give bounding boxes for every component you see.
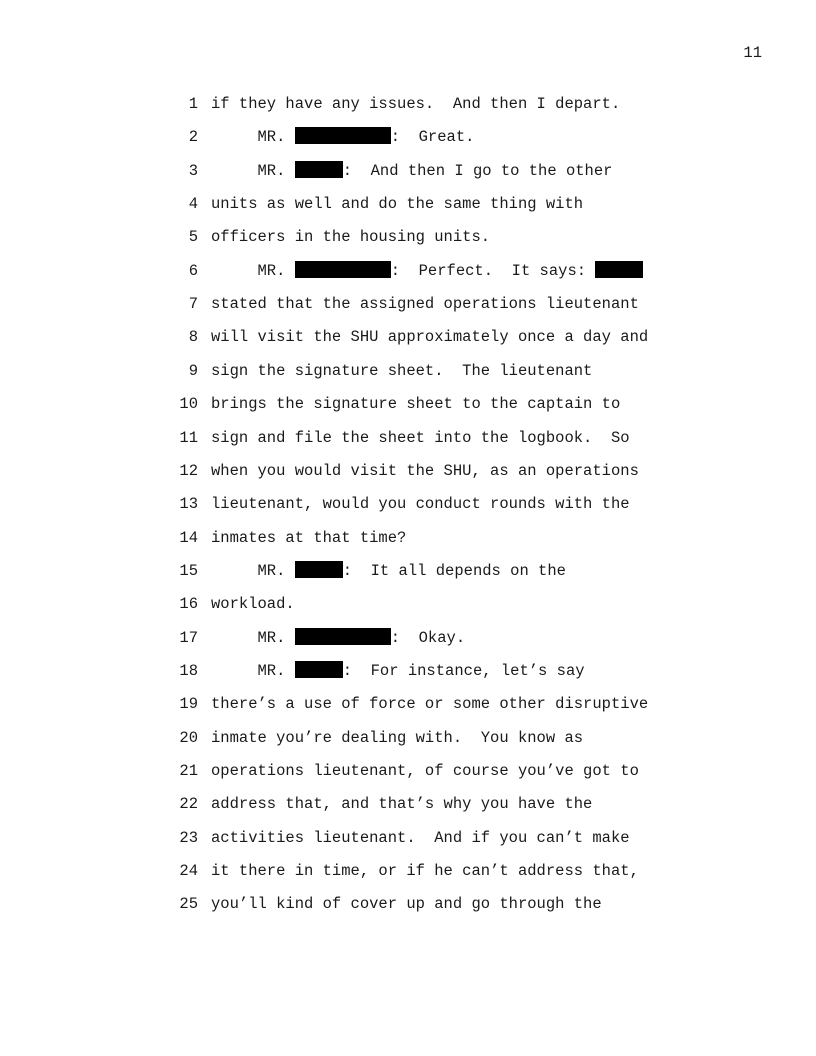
line-number: 5 <box>188 228 198 247</box>
line-number: 4 <box>188 195 198 214</box>
line-text: MR. <box>211 661 295 680</box>
line-number: 13 <box>179 495 198 514</box>
line-text: if they have any issues. And then I depart. <box>211 95 621 113</box>
line-number: 16 <box>179 595 198 614</box>
line-number: 7 <box>188 295 198 314</box>
line-text: MR. <box>211 561 295 580</box>
line-text: sign and file the sheet into the logbook. So <box>211 428 630 447</box>
redaction-bar <box>295 628 391 645</box>
transcript-line <box>170 392 790 416</box>
transcript-line <box>170 626 790 650</box>
transcript-line <box>170 859 790 883</box>
line-text: when you would visit the SHU, as an operations <box>211 461 639 480</box>
line-number: 1 <box>188 95 198 113</box>
line-text: it there in time, or if he can’t address that, <box>211 862 639 881</box>
line-text: : Perfect. It says: <box>390 261 596 280</box>
transcript-line <box>170 726 790 750</box>
line-number: 21 <box>179 762 198 780</box>
redaction-bar <box>295 261 391 278</box>
line-number: 19 <box>179 695 198 714</box>
line-text: brings the signature sheet to the captain to <box>211 395 621 414</box>
line-text: MR. <box>211 628 295 647</box>
line-number: 18 <box>179 661 198 680</box>
line-text: there’s a use of force or some other disruptive <box>211 695 649 714</box>
line-text: MR. <box>211 128 295 147</box>
line-number: 22 <box>179 795 198 814</box>
line-text: : It all depends on the <box>342 561 566 580</box>
line-text: sign the signature sheet. The lieutenant <box>211 361 593 380</box>
line-number: 10 <box>179 395 198 414</box>
line-text: : And then I go to the other <box>342 161 613 180</box>
line-text: operations lieutenant, of course you’ve got to <box>211 762 639 780</box>
line-text: : Okay. <box>390 628 466 647</box>
transcript-line <box>170 325 790 349</box>
transcript-line <box>170 559 790 583</box>
transcript-line <box>170 192 790 216</box>
transcript-line <box>170 826 790 850</box>
line-number: 6 <box>188 261 198 280</box>
line-text: activities lieutenant. And if you can’t make <box>211 828 630 847</box>
transcript-line <box>170 125 790 149</box>
redaction-bar <box>595 261 643 278</box>
transcript-line <box>170 892 790 916</box>
line-number: 14 <box>179 528 198 547</box>
line-text: MR. <box>211 161 295 180</box>
line-number: 17 <box>179 628 198 647</box>
line-text: : For instance, let’s say <box>342 661 585 680</box>
redaction-bar <box>295 561 343 578</box>
line-text: lieutenant, would you conduct rounds with the <box>211 495 630 514</box>
transcript-line <box>170 292 790 316</box>
line-number: 15 <box>179 561 198 580</box>
line-number: 11 <box>179 428 198 447</box>
transcript-line <box>170 759 790 783</box>
transcript-line <box>170 792 790 816</box>
transcript-line <box>170 592 790 616</box>
transcript-line <box>170 659 790 683</box>
line-text: inmate you’re dealing with. You know as <box>211 728 584 747</box>
line-number: 23 <box>179 828 198 847</box>
line-number: 2 <box>188 128 198 147</box>
line-number: 3 <box>188 161 198 180</box>
transcript-line <box>170 225 790 249</box>
line-number: 24 <box>179 862 198 881</box>
redaction-bar <box>295 161 343 178</box>
line-number: 9 <box>188 361 198 380</box>
redaction-bar <box>295 661 343 678</box>
transcript-line <box>170 692 790 716</box>
line-text: address that, and that’s why you have the <box>211 795 593 814</box>
line-number: 8 <box>188 328 198 347</box>
line-number: 20 <box>179 728 198 747</box>
transcript-line <box>170 492 790 516</box>
line-text: inmates at that time? <box>211 528 407 547</box>
transcript-line <box>170 92 790 116</box>
transcript-line <box>170 526 790 550</box>
transcript-line <box>170 359 790 383</box>
line-text: MR. <box>211 261 295 280</box>
line-text: units as well and do the same thing with <box>211 195 584 214</box>
line-text: you’ll kind of cover up and go through the <box>211 895 602 914</box>
transcript-line <box>170 159 790 183</box>
transcript-line <box>170 459 790 483</box>
transcript-line <box>170 259 790 283</box>
line-text: will visit the SHU approximately once a day and <box>211 328 649 347</box>
line-number: 25 <box>179 895 198 914</box>
page-number: 11 <box>743 44 762 62</box>
line-text: stated that the assigned operations lieutenant <box>211 295 639 314</box>
line-text: : Great. <box>390 128 475 147</box>
line-number: 12 <box>179 461 198 480</box>
transcript-line <box>170 426 790 450</box>
line-text: workload. <box>211 595 295 614</box>
line-text: officers in the housing units. <box>211 228 491 247</box>
redaction-bar <box>295 127 391 144</box>
